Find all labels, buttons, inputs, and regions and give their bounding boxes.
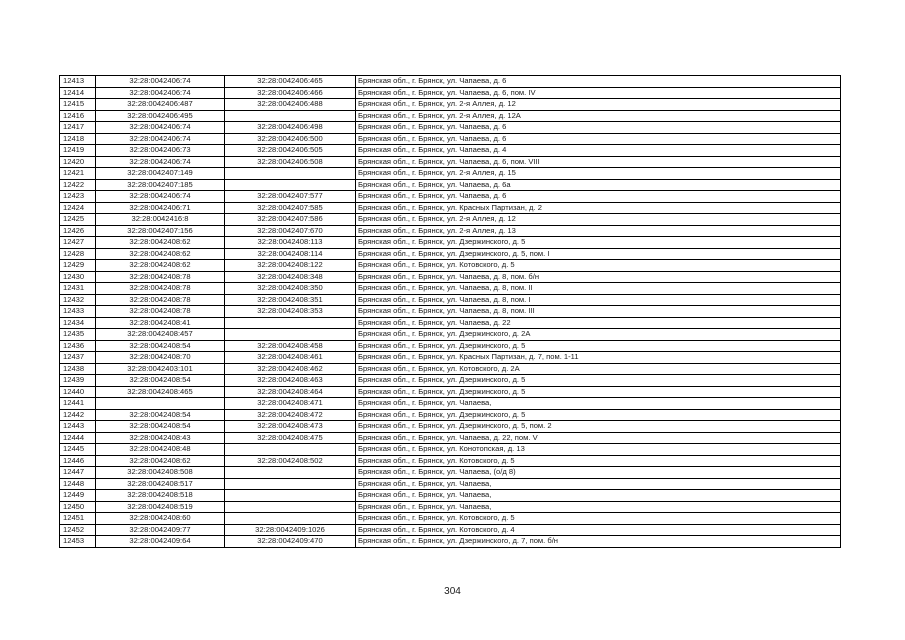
cadastral-number-cell: 32:28:0042406:74 [96, 191, 225, 203]
address-cell: Брянская обл., г. Брянск, ул. Чапаева, д. 8, пом. б/н [356, 271, 841, 283]
object-cadastral-number-cell: 32:28:0042408:351 [225, 294, 356, 306]
table-row [60, 76, 841, 88]
object-cadastral-number-cell: 32:28:0042409:1026 [225, 524, 356, 536]
address-cell: Брянская обл., г. Брянск, ул. 2-я Аллея, д. 15 [356, 168, 841, 180]
cadastral-number-cell: 32:28:0042408:54 [96, 375, 225, 387]
row-number-cell: 12443 [60, 421, 96, 433]
cadastral-number-cell: 32:28:0042409:64 [96, 536, 225, 548]
cadastral-number-cell: 32:28:0042408:62 [96, 248, 225, 260]
address-cell: Брянская обл., г. Брянск, ул. Котовского, д. 2А [356, 363, 841, 375]
object-cadastral-number-cell: 32:28:0042408:475 [225, 432, 356, 444]
table-row [60, 409, 841, 421]
cadastral-number-cell: 32:28:0042406:74 [96, 156, 225, 168]
object-cadastral-number-cell: 32:28:0042408:113 [225, 237, 356, 249]
address-cell: Брянская обл., г. Брянск, ул. Дзержинского, д. 5 [356, 386, 841, 398]
row-number-cell: 12424 [60, 202, 96, 214]
table-row [60, 329, 841, 341]
address-cell: Брянская обл., г. Брянск, ул. Дзержинского, д. 5 [356, 237, 841, 249]
cadastral-number-cell: 32:28:0042408:519 [96, 501, 225, 513]
row-number-cell: 12453 [60, 536, 96, 548]
registry-table [59, 75, 841, 548]
object-cadastral-number-cell: 32:28:0042408:350 [225, 283, 356, 295]
address-cell: Брянская обл., г. Брянск, ул. Дзержинского, д. 2А [356, 329, 841, 341]
row-number-cell: 12435 [60, 329, 96, 341]
row-number-cell: 12442 [60, 409, 96, 421]
row-number-cell: 12441 [60, 398, 96, 410]
table-row [60, 133, 841, 145]
row-number-cell: 12450 [60, 501, 96, 513]
object-cadastral-number-cell [225, 478, 356, 490]
row-number-cell: 12413 [60, 76, 96, 88]
row-number-cell: 12422 [60, 179, 96, 191]
object-cadastral-number-cell: 32:28:0042408:462 [225, 363, 356, 375]
table-row [60, 122, 841, 134]
cadastral-number-cell: 32:28:0042408:54 [96, 421, 225, 433]
cadastral-number-cell: 32:28:0042408:54 [96, 409, 225, 421]
cadastral-number-cell: 32:28:0042408:62 [96, 455, 225, 467]
table-row [60, 179, 841, 191]
address-cell: Брянская обл., г. Брянск, ул. Котовского, д. 5 [356, 513, 841, 525]
cadastral-number-cell: 32:28:0042406:495 [96, 110, 225, 122]
table-row [60, 214, 841, 226]
address-cell: Брянская обл., г. Брянск, ул. 2-я Аллея, д. 13 [356, 225, 841, 237]
table-row [60, 168, 841, 180]
cadastral-number-cell: 32:28:0042408:78 [96, 271, 225, 283]
address-cell: Брянская обл., г. Брянск, ул. Чапаева, [356, 490, 841, 502]
row-number-cell: 12417 [60, 122, 96, 134]
table-row [60, 444, 841, 456]
table-row [60, 87, 841, 99]
cadastral-number-cell: 32:28:0042408:43 [96, 432, 225, 444]
row-number-cell: 12449 [60, 490, 96, 502]
cadastral-number-cell: 32:28:0042409:77 [96, 524, 225, 536]
table-row [60, 110, 841, 122]
cadastral-number-cell: 32:28:0042406:73 [96, 145, 225, 157]
address-cell: Брянская обл., г. Брянск, ул. Чапаева, [356, 501, 841, 513]
object-cadastral-number-cell [225, 110, 356, 122]
address-cell: Брянская обл., г. Брянск, ул. 2-я Аллея, д. 12А [356, 110, 841, 122]
row-number-cell: 12438 [60, 363, 96, 375]
table-row [60, 271, 841, 283]
address-cell: Брянская обл., г. Брянск, ул. Чапаева, (о/д 8) [356, 467, 841, 479]
object-cadastral-number-cell: 32:28:0042406:465 [225, 76, 356, 88]
address-cell: Брянская обл., г. Брянск, ул. Чапаева, [356, 478, 841, 490]
table-row [60, 432, 841, 444]
table-row [60, 455, 841, 467]
cadastral-number-cell: 32:28:0042408:508 [96, 467, 225, 479]
cadastral-number-cell: 32:28:0042408:78 [96, 294, 225, 306]
cadastral-number-cell: 32:28:0042408:60 [96, 513, 225, 525]
table-row [60, 99, 841, 111]
row-number-cell: 12419 [60, 145, 96, 157]
object-cadastral-number-cell: 32:28:0042407:586 [225, 214, 356, 226]
table-row [60, 156, 841, 168]
address-cell: Брянская обл., г. Брянск, ул. Чапаева, д. 6 [356, 133, 841, 145]
table-row [60, 536, 841, 548]
cadastral-number-cell: 32:28:0042406:74 [96, 122, 225, 134]
address-cell: Брянская обл., г. Брянск, ул. Котовского, д. 5 [356, 455, 841, 467]
address-cell: Брянская обл., г. Брянск, ул. Дзержинского, д. 7, пом. б/н [356, 536, 841, 548]
object-cadastral-number-cell [225, 513, 356, 525]
object-cadastral-number-cell: 32:28:0042408:114 [225, 248, 356, 260]
object-cadastral-number-cell: 32:28:0042406:498 [225, 122, 356, 134]
object-cadastral-number-cell: 32:28:0042406:505 [225, 145, 356, 157]
row-number-cell: 12440 [60, 386, 96, 398]
row-number-cell: 12420 [60, 156, 96, 168]
cadastral-number-cell: 32:28:0042403:101 [96, 363, 225, 375]
row-number-cell: 12451 [60, 513, 96, 525]
address-cell: Брянская обл., г. Брянск, ул. Чапаева, д. 8, пом. I [356, 294, 841, 306]
address-cell: Брянская обл., г. Брянск, ул. Дзержинского, д. 5 [356, 375, 841, 387]
cadastral-number-cell: 32:28:0042407:185 [96, 179, 225, 191]
cadastral-number-cell [96, 398, 225, 410]
cadastral-number-cell: 32:28:0042408:62 [96, 260, 225, 272]
row-number-cell: 12425 [60, 214, 96, 226]
object-cadastral-number-cell [225, 444, 356, 456]
row-number-cell: 12416 [60, 110, 96, 122]
table-row [60, 478, 841, 490]
address-cell: Брянская обл., г. Брянск, ул. Дзержинского, д. 5 [356, 340, 841, 352]
cadastral-number-cell: 32:28:0042408:517 [96, 478, 225, 490]
table-row [60, 191, 841, 203]
cadastral-number-cell: 32:28:0042408:48 [96, 444, 225, 456]
table-row [60, 363, 841, 375]
row-number-cell: 12418 [60, 133, 96, 145]
address-cell: Брянская обл., г. Брянск, ул. Чапаева, д. 6, пом. VIII [356, 156, 841, 168]
table-row [60, 375, 841, 387]
cadastral-number-cell: 32:28:0042416:8 [96, 214, 225, 226]
object-cadastral-number-cell: 32:28:0042406:466 [225, 87, 356, 99]
object-cadastral-number-cell: 32:28:0042407:577 [225, 191, 356, 203]
address-cell: Брянская обл., г. Брянск, ул. Чапаева, д. 6 [356, 122, 841, 134]
page-number: 304 [444, 586, 461, 597]
row-number-cell: 12445 [60, 444, 96, 456]
row-number-cell: 12434 [60, 317, 96, 329]
object-cadastral-number-cell: 32:28:0042408:471 [225, 398, 356, 410]
row-number-cell: 12427 [60, 237, 96, 249]
object-cadastral-number-cell: 32:28:0042408:473 [225, 421, 356, 433]
address-cell: Брянская обл., г. Брянск, ул. Чапаева, д. 6 [356, 76, 841, 88]
cadastral-number-cell: 32:28:0042408:78 [96, 306, 225, 318]
object-cadastral-number-cell: 32:28:0042409:470 [225, 536, 356, 548]
address-cell: Брянская обл., г. Брянск, ул. Чапаева, д. 8, пом. II [356, 283, 841, 295]
table-row [60, 145, 841, 157]
row-number-cell: 12444 [60, 432, 96, 444]
object-cadastral-number-cell [225, 317, 356, 329]
cadastral-number-cell: 32:28:0042408:54 [96, 340, 225, 352]
row-number-cell: 12430 [60, 271, 96, 283]
row-number-cell: 12436 [60, 340, 96, 352]
cadastral-number-cell: 32:28:0042408:62 [96, 237, 225, 249]
cadastral-number-cell: 32:28:0042408:41 [96, 317, 225, 329]
row-number-cell: 12428 [60, 248, 96, 260]
address-cell: Брянская обл., г. Брянск, ул. Чапаева, д. 8, пом. III [356, 306, 841, 318]
object-cadastral-number-cell: 32:28:0042408:461 [225, 352, 356, 364]
table-row [60, 352, 841, 364]
row-number-cell: 12423 [60, 191, 96, 203]
object-cadastral-number-cell: 32:28:0042408:348 [225, 271, 356, 283]
cadastral-number-cell: 32:28:0042406:74 [96, 76, 225, 88]
table-row [60, 248, 841, 260]
address-cell: Брянская обл., г. Брянск, ул. Чапаева, [356, 398, 841, 410]
row-number-cell: 12426 [60, 225, 96, 237]
table-row [60, 237, 841, 249]
object-cadastral-number-cell [225, 490, 356, 502]
table-row [60, 524, 841, 536]
object-cadastral-number-cell: 32:28:0042408:463 [225, 375, 356, 387]
row-number-cell: 12421 [60, 168, 96, 180]
table-row [60, 317, 841, 329]
address-cell: Брянская обл., г. Брянск, ул. Котовского, д. 4 [356, 524, 841, 536]
table-row [60, 467, 841, 479]
address-cell: Брянская обл., г. Брянск, ул. Дзержинского, д. 5 [356, 409, 841, 421]
object-cadastral-number-cell [225, 168, 356, 180]
cadastral-number-cell: 32:28:0042407:156 [96, 225, 225, 237]
cadastral-number-cell: 32:28:0042408:518 [96, 490, 225, 502]
address-cell: Брянская обл., г. Брянск, ул. Чапаева, д. 4 [356, 145, 841, 157]
cadastral-number-cell: 32:28:0042406:487 [96, 99, 225, 111]
address-cell: Брянская обл., г. Брянск, ул. Красных Партизан, д. 2 [356, 202, 841, 214]
address-cell: Брянская обл., г. Брянск, ул. 2-я Аллея, д. 12 [356, 99, 841, 111]
address-cell: Брянская обл., г. Брянск, ул. Конотопская, д. 13 [356, 444, 841, 456]
table-row [60, 294, 841, 306]
address-cell: Брянская обл., г. Брянск, ул. Дзержинского, д. 5, пом. 2 [356, 421, 841, 433]
object-cadastral-number-cell: 32:28:0042408:458 [225, 340, 356, 352]
table-row [60, 283, 841, 295]
table-row [60, 260, 841, 272]
address-cell: Брянская обл., г. Брянск, ул. 2-я Аллея, д. 12 [356, 214, 841, 226]
table-row [60, 225, 841, 237]
object-cadastral-number-cell: 32:28:0042408:472 [225, 409, 356, 421]
table-row [60, 421, 841, 433]
address-cell: Брянская обл., г. Брянск, ул. Красных Партизан, д. 7, пом. 1-11 [356, 352, 841, 364]
table-row [60, 202, 841, 214]
cadastral-number-cell: 32:28:0042406:71 [96, 202, 225, 214]
table-row [60, 340, 841, 352]
row-number-cell: 12452 [60, 524, 96, 536]
cadastral-number-cell: 32:28:0042408:78 [96, 283, 225, 295]
object-cadastral-number-cell: 32:28:0042407:670 [225, 225, 356, 237]
object-cadastral-number-cell [225, 501, 356, 513]
table-row [60, 501, 841, 513]
cadastral-number-cell: 32:28:0042406:74 [96, 87, 225, 99]
address-cell: Брянская обл., г. Брянск, ул. Чапаева, д. 6 [356, 191, 841, 203]
row-number-cell: 12415 [60, 99, 96, 111]
row-number-cell: 12437 [60, 352, 96, 364]
row-number-cell: 12414 [60, 87, 96, 99]
address-cell: Брянская обл., г. Брянск, ул. Чапаева, д. 6а [356, 179, 841, 191]
object-cadastral-number-cell [225, 329, 356, 341]
row-number-cell: 12431 [60, 283, 96, 295]
object-cadastral-number-cell: 32:28:0042407:585 [225, 202, 356, 214]
cadastral-number-cell: 32:28:0042408:465 [96, 386, 225, 398]
table-row [60, 398, 841, 410]
address-cell: Брянская обл., г. Брянск, ул. Дзержинского, д. 5, пом. I [356, 248, 841, 260]
object-cadastral-number-cell: 32:28:0042406:500 [225, 133, 356, 145]
object-cadastral-number-cell: 32:28:0042406:488 [225, 99, 356, 111]
object-cadastral-number-cell: 32:28:0042408:502 [225, 455, 356, 467]
object-cadastral-number-cell [225, 467, 356, 479]
row-number-cell: 12446 [60, 455, 96, 467]
table-row [60, 490, 841, 502]
object-cadastral-number-cell [225, 179, 356, 191]
cadastral-number-cell: 32:28:0042407:149 [96, 168, 225, 180]
address-cell: Брянская обл., г. Брянск, ул. Чапаева, д. 22, пом. V [356, 432, 841, 444]
table-row [60, 513, 841, 525]
address-cell: Брянская обл., г. Брянск, ул. Чапаева, д. 22 [356, 317, 841, 329]
row-number-cell: 12432 [60, 294, 96, 306]
object-cadastral-number-cell: 32:28:0042408:353 [225, 306, 356, 318]
registry-table-body [60, 76, 841, 548]
address-cell: Брянская обл., г. Брянск, ул. Котовского, д. 5 [356, 260, 841, 272]
row-number-cell: 12448 [60, 478, 96, 490]
address-cell: Брянская обл., г. Брянск, ул. Чапаева, д. 6, пом. IV [356, 87, 841, 99]
row-number-cell: 12439 [60, 375, 96, 387]
row-number-cell: 12433 [60, 306, 96, 318]
object-cadastral-number-cell: 32:28:0042408:464 [225, 386, 356, 398]
cadastral-number-cell: 32:28:0042406:74 [96, 133, 225, 145]
table-row [60, 386, 841, 398]
row-number-cell: 12447 [60, 467, 96, 479]
cadastral-number-cell: 32:28:0042408:70 [96, 352, 225, 364]
object-cadastral-number-cell: 32:28:0042406:508 [225, 156, 356, 168]
table-row [60, 306, 841, 318]
object-cadastral-number-cell: 32:28:0042408:122 [225, 260, 356, 272]
row-number-cell: 12429 [60, 260, 96, 272]
cadastral-number-cell: 32:28:0042408:457 [96, 329, 225, 341]
